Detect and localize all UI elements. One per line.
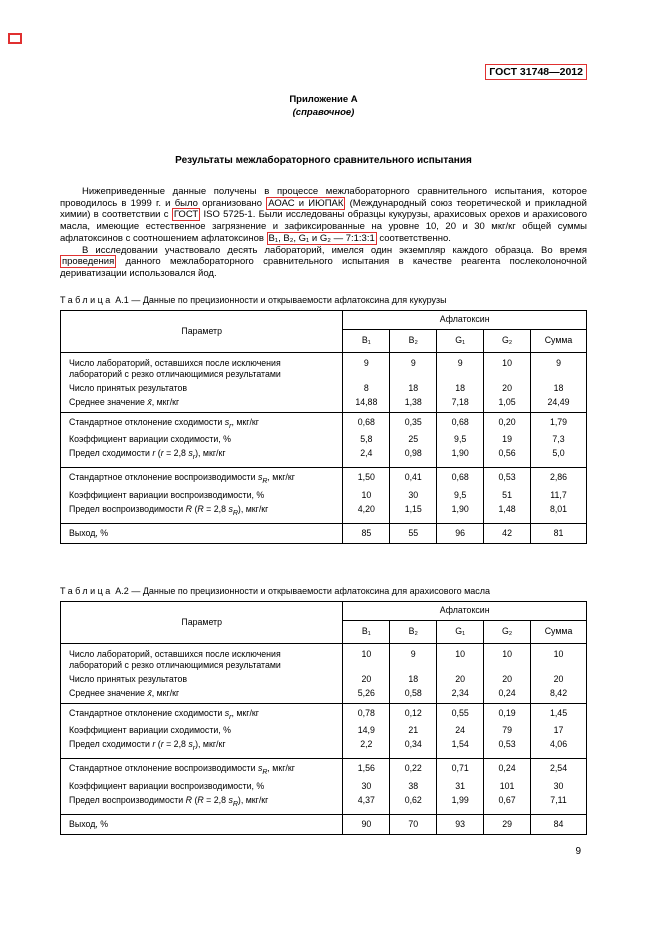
table-caption-text: — Данные по прецизионности и открываемости афлатоксина для кукурузы [131,294,447,305]
value-cell: 9 [390,352,437,381]
value-cell: 10 [484,352,531,381]
paragraph-2: В исследовании участвовало десять лабораторий, имелся один экземпляр каждого образца. Во время проведения данного межлабораторного сравнительного испытания в качестве реагента послеколоночной дериватизации использовался йод. [60,244,587,279]
parameter-cell: Стандартное отклонение воспроизводимости $s_R$, мкг/кг [61,759,343,780]
value-cell: 2,86 [531,468,587,489]
doc-header [60,62,587,78]
value-cell: 17 [531,724,587,738]
value-cell: 9 [531,352,587,381]
table-block-А.2 [60,586,587,835]
parameter-cell: Стандартное отклонение воспроизводимости $s_R$, мкг/кг [61,468,343,489]
value-cell: 18 [390,672,437,686]
value-cell: 18 [437,381,484,395]
value-cell: 0,58 [390,686,437,703]
value-cell: 1,90 [437,447,484,468]
column-header-aflatoxin-group: Афлатоксин [343,601,587,620]
value-cell: 5,26 [343,686,390,703]
value-cell: 0,41 [390,468,437,489]
value-cell: 21 [390,724,437,738]
value-cell: 24 [437,724,484,738]
parameter-cell: Предел воспроизводимости R (R = 2,8 $s_R$), мкг/кг [61,502,343,523]
value-cell: 4,06 [531,738,587,759]
value-cell: 7,11 [531,793,587,814]
table-caption-word: Таблица [60,294,113,305]
value-cell: 0,67 [484,793,531,814]
value-cell: 0,19 [484,703,531,724]
value-cell: 1,56 [343,759,390,780]
value-cell: 8,01 [531,502,587,523]
value-cell: 29 [484,814,531,834]
table-row [61,352,587,381]
value-cell: 93 [437,814,484,834]
value-cell: 9 [343,352,390,381]
table-row [61,672,587,686]
appendix-heading [60,94,587,119]
table-row [61,523,587,543]
data-table [60,601,587,835]
column-header-aflatoxin-group: Афлатоксин [343,310,587,329]
table-row [61,793,587,814]
parameter-cell: Предел воспроизводимости R (R = 2,8 $s_R$), мкг/кг [61,793,343,814]
table-caption-word: Таблица [60,585,113,596]
value-cell: 55 [390,523,437,543]
value-cell: 5,8 [343,433,390,447]
value-cell: 0,22 [390,759,437,780]
column-header: B₁ [343,620,390,643]
table-block-А.1 [60,295,587,544]
paragraph-1: Нижеприведенные данные получены в процессе межлабораторного сравнительного испытания, которое проводилось в 1999 г. и было организовано АОАС и ИЮПАК (Международный союз теоретической и прикладной химии) в соответствии с ГОСТ ISO 5725-1. Были исследованы образцы кукурузы, арахисовых орехов и арахисового масла, имеющие естественное загрязнение и зафиксированные на уровне 10, 20 и 30 мкг/кг общей суммы афлатоксинов с соотношением афлатоксинов B₁, B₂, G₁ и G₂ — 7:1:3:1 соответственно. [60,186,588,244]
parameter-cell: Коэффициент вариации сходимости, % [61,724,343,738]
parameter-cell: Коэффициент вариации воспроизводимости, % [61,779,343,793]
appendix-kind: (справочное) [292,106,355,118]
value-cell: 20 [531,672,587,686]
value-cell: 8 [343,381,390,395]
parameter-cell: Среднее значение x̄, мкг/кг [61,395,343,412]
value-cell: 10 [484,643,531,672]
table-row [61,759,587,780]
value-cell: 0,24 [484,759,531,780]
value-cell: 38 [390,779,437,793]
value-cell: 2,4 [343,447,390,468]
value-cell: 0,55 [437,703,484,724]
value-cell: 10 [343,643,390,672]
value-cell: 7,3 [531,433,587,447]
annotation-mark [8,33,22,44]
page-number: 9 [575,846,581,857]
parameter-cell: Выход, % [61,523,343,543]
value-cell: 85 [343,523,390,543]
appendix-label: Приложение А [289,94,358,105]
value-cell: 30 [390,488,437,502]
parameter-cell: Стандартное отклонение сходимости $s_r$, мкг/кг [61,703,343,724]
value-cell: 0,71 [437,759,484,780]
table-row [61,779,587,793]
parameter-cell: Число принятых результатов [61,672,343,686]
value-cell: 0,68 [343,412,390,433]
value-cell: 9,5 [437,488,484,502]
table-row [61,381,587,395]
value-cell: 0,68 [437,468,484,489]
value-cell: 51 [484,488,531,502]
value-cell: 14,9 [343,724,390,738]
table-row [61,703,587,724]
value-cell: 0,53 [484,468,531,489]
value-cell: 4,37 [343,793,390,814]
column-header-parameter: Параметр [61,310,343,352]
value-cell: 1,54 [437,738,484,759]
value-cell: 2,2 [343,738,390,759]
value-cell: 0,53 [484,738,531,759]
value-cell: 20 [484,672,531,686]
table-caption [60,295,587,305]
column-header: G₂ [484,329,531,352]
column-header: G₁ [437,620,484,643]
value-cell: 18 [531,381,587,395]
value-cell: 0,78 [343,703,390,724]
body-text [60,186,587,280]
value-cell: 10 [343,488,390,502]
table-row [61,643,587,672]
parameter-cell: Стандартное отклонение сходимости $s_r$, мкг/кг [61,412,343,433]
value-cell: 1,45 [531,703,587,724]
value-cell: 96 [437,523,484,543]
table-row [61,502,587,523]
table-row [61,724,587,738]
value-cell: 25 [390,433,437,447]
value-cell: 1,79 [531,412,587,433]
column-header: Сумма [531,620,587,643]
value-cell: 101 [484,779,531,793]
value-cell: 19 [484,433,531,447]
parameter-cell: Число лабораторий, оставшихся после исключения лабораторий с резко отличающимися результатами [61,643,343,672]
parameter-cell: Предел сходимости r (r = 2,8 $s_r$), мкг/кг [61,738,343,759]
table-row [61,412,587,433]
column-header-parameter: Параметр [61,601,343,643]
value-cell: 18 [390,381,437,395]
value-cell: 1,48 [484,502,531,523]
parameter-cell: Среднее значение x̄, мкг/кг [61,686,343,703]
value-cell: 5,0 [531,447,587,468]
table-row [61,433,587,447]
value-cell: 0,35 [390,412,437,433]
value-cell: 9,5 [437,433,484,447]
column-header: Сумма [531,329,587,352]
value-cell: 79 [484,724,531,738]
annotation-box: АОАС и ИЮПАК [268,197,344,209]
value-cell: 0,34 [390,738,437,759]
table-row [61,447,587,468]
value-cell: 8,42 [531,686,587,703]
value-cell: 90 [343,814,390,834]
table-caption-number: А.1 [112,294,132,305]
value-cell: 0,98 [390,447,437,468]
value-cell: 20 [343,672,390,686]
value-cell: 2,34 [437,686,484,703]
value-cell: 4,20 [343,502,390,523]
value-cell: 70 [390,814,437,834]
value-cell: 1,50 [343,468,390,489]
value-cell: 1,38 [390,395,437,412]
data-table [60,310,587,544]
column-header: B₂ [390,620,437,643]
parameter-cell: Число принятых результатов [61,381,343,395]
value-cell: 2,54 [531,759,587,780]
table-caption-number: А.2 [112,585,132,596]
value-cell: 10 [437,643,484,672]
column-header: B₁ [343,329,390,352]
value-cell: 9 [390,643,437,672]
value-cell: 81 [531,523,587,543]
table-row [61,488,587,502]
table-row [61,738,587,759]
value-cell: 84 [531,814,587,834]
value-cell: 0,24 [484,686,531,703]
value-cell: 9 [437,352,484,381]
value-cell: 20 [437,672,484,686]
value-cell: 1,15 [390,502,437,523]
table-row [61,814,587,834]
value-cell: 7,18 [437,395,484,412]
column-header: G₁ [437,329,484,352]
doc-number: ГОСТ 31748—2012 [485,64,587,80]
annotation-box: проведения [62,256,115,268]
table-caption [60,586,587,596]
value-cell: 0,56 [484,447,531,468]
annotation-box: B₁, B₂, G₁ и G₂ — 7:1:3:1 [268,232,375,244]
parameter-cell: Коэффициент вариации воспроизводимости, % [61,488,343,502]
parameter-cell: Предел сходимости r (r = 2,8 $s_r$), мкг/кг [61,447,343,468]
value-cell: 1,90 [437,502,484,523]
column-header: B₂ [390,329,437,352]
section-title: Результаты межлабораторного сравнительного испытания [175,155,472,166]
table-caption-text: — Данные по прецизионности и открываемости афлатоксина для арахисового масла [131,585,491,596]
column-header: G₂ [484,620,531,643]
table-row [61,395,587,412]
value-cell: 24,49 [531,395,587,412]
tables-area [60,295,587,835]
value-cell: 1,05 [484,395,531,412]
value-cell: 20 [484,381,531,395]
parameter-cell: Выход, % [61,814,343,834]
value-cell: 11,7 [531,488,587,502]
value-cell: 30 [343,779,390,793]
parameter-cell: Коэффициент вариации сходимости, % [61,433,343,447]
value-cell: 0,62 [390,793,437,814]
value-cell: 10 [531,643,587,672]
value-cell: 42 [484,523,531,543]
value-cell: 0,20 [484,412,531,433]
table-row [61,686,587,703]
annotation-box: ГОСТ [173,209,199,221]
value-cell: 31 [437,779,484,793]
table-row [61,468,587,489]
parameter-cell: Число лабораторий, оставшихся после исключения лабораторий с резко отличающимися результатами [61,352,343,381]
value-cell: 0,68 [437,412,484,433]
value-cell: 0,12 [390,703,437,724]
value-cell: 14,88 [343,395,390,412]
value-cell: 30 [531,779,587,793]
value-cell: 1,99 [437,793,484,814]
